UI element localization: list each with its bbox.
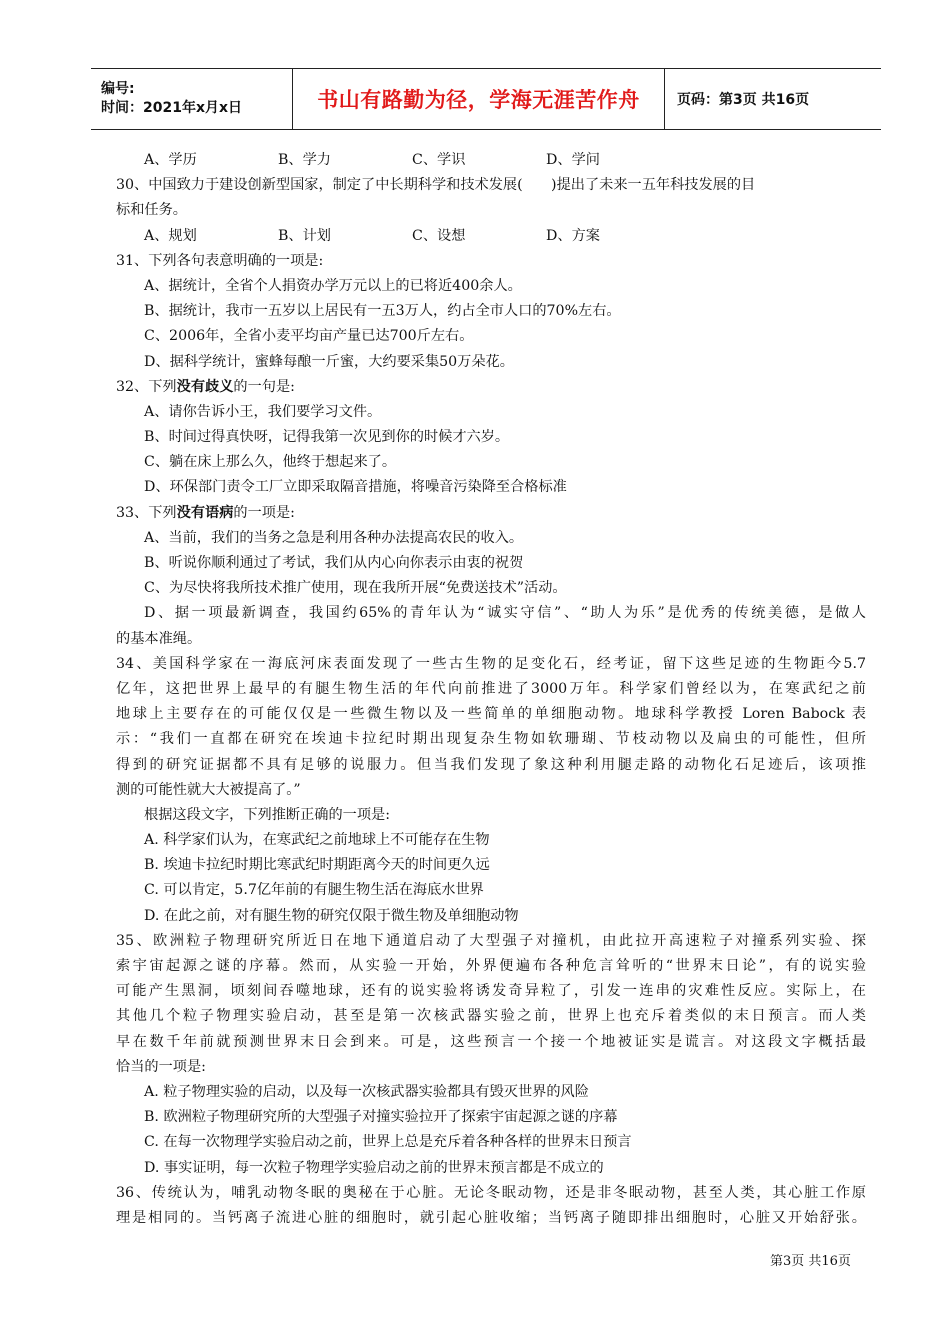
q33-option-c: C、为尽快将我所技术推广使用，现在我所开展“免费送技术”活动。 xyxy=(144,580,567,597)
q34-option-a: A. 科学家们认为，在寒武纪之前地球上不可能存在生物 xyxy=(144,832,490,849)
q34-passage-line1: 34、美国科学家在一海底河床表面发现了一些古生物的足变化石，经考证，留下这些足迹的生物距今5.7 xyxy=(116,655,866,672)
q35-option-a: A. 粒子物理实验的启动，以及每一次核武器实验都具有毁灭世界的风险 xyxy=(144,1083,589,1100)
motto: 书山有路勤为径，学海无涯苦作舟 xyxy=(317,88,640,112)
option-a: A、学历 xyxy=(144,152,197,168)
q35-passage-line1: 35、欧洲粒子物理研究所近日在地下通道启动了大型强子对撞机，由此拉开高速粒子对撞系列实验、探 xyxy=(116,932,866,949)
q31-option-b: B、据统计，我市一五岁以上居民有一五3万人，约占全市人口的70%左右。 xyxy=(144,303,621,320)
q32-stem-pre: 32、下列 xyxy=(116,378,177,395)
page-footer: 第3页 共16页 xyxy=(770,1254,851,1269)
q36-passage-line1: 36、传统认为，哺乳动物冬眠的奥秘在于心脏。无论冬眠动物，还是非冬眠动物，甚至人类，其心脏工作原 xyxy=(116,1184,866,1201)
q32-option-a: A、请你告诉小王，我们要学习文件。 xyxy=(144,403,382,420)
option-d: D、方案 xyxy=(546,227,600,244)
q32-stem-bold: 没有歧义 xyxy=(176,378,234,395)
q30-stem-line1: 30、中国致力于建设创新型国家，制定了中长期科学和技术发展( )提出了未来一五年科技发展的目 xyxy=(116,177,756,194)
q34-option-c: C. 可以肯定，5.7亿年前的有腿生物生活在海底水世界 xyxy=(144,882,484,899)
q35-option-c: C. 在每一次物理学实验启动之前，世界上总是充斥着各种各样的世界末日预言 xyxy=(144,1134,632,1151)
q33-stem-pre: 33、下列 xyxy=(116,504,177,521)
q35-passage-line4: 其他几个粒子物理实验启动，甚至是第一次核武器实验之前，世界上也充斥着类似的末日预言。而人类 xyxy=(116,1008,866,1025)
option-b: B、学力 xyxy=(278,152,331,168)
page-label: 页码：第3页 共16页 xyxy=(677,92,810,108)
q34-passage-line6: 测的可能性就大大被提高了。” xyxy=(116,781,301,798)
option-a: A、规划 xyxy=(144,227,197,244)
q30-options xyxy=(116,224,866,249)
q33-option-d-line1: D、据一项最新调查，我国约65%的青年认为“诚实守信”、“助人为乐”是优秀的传统美德，是做人 xyxy=(144,605,866,622)
q34-passage-line3: 地球上主要存在的可能仅仅是一些微生物以及一些简单的单细胞动物。地球科学教授 Loren Babock 表 xyxy=(116,706,866,723)
q32-option-d: D、环保部门责令工厂立即采取隔音措施，将噪音污染降至合格标准 xyxy=(144,479,567,496)
q36-passage-line2: 理是相同的。当钙离子流进心脏的细胞时，就引起心脏收缩；当钙离子随即排出细胞时，心脏又开始舒张。 xyxy=(116,1209,866,1226)
time-label: 时间：2021年x月x日 xyxy=(101,100,243,116)
q33-option-b: B、听说你顺利通过了考试，我们从内心向你表示由衷的祝贺 xyxy=(144,555,524,571)
q33-stem-bold: 没有语病 xyxy=(176,504,234,521)
q34-passage-line5: 得到的研究证据都不具有足够的说服力。但当我们发现了象这种利用腿走路的动物化石足迹后，该项推 xyxy=(116,756,866,773)
q35-passage-line5: 早在数千年前就预测世界末日会到来。可是，这些预言一个接一个地被证实是谎言。对这段文字概括最 xyxy=(116,1033,866,1050)
q32-option-c: C、躺在床上那么久，他终于想起来了。 xyxy=(144,454,397,471)
q32-stem-post: 的一句是: xyxy=(233,378,295,395)
q33-stem-post: 的一项是: xyxy=(233,504,295,521)
q33-option-d-line2: 的基本准绳。 xyxy=(116,630,202,647)
q29-options xyxy=(116,148,866,173)
number-label: 编号: xyxy=(101,81,135,97)
q35-option-b: B. 欧洲粒子物理研究所的大型强子对撞实验拉开了探索宇宙起源之谜的序幕 xyxy=(144,1109,618,1126)
q32-option-b: B、时间过得真快呀，记得我第一次见到你的时候才六岁。 xyxy=(144,429,510,446)
q34-option-d: D. 在此之前，对有腿生物的研究仅限于微生物及单细胞动物 xyxy=(144,907,519,924)
document-body xyxy=(116,148,866,1231)
q34-prompt: 根据这段文字，下列推断正确的一项是: xyxy=(144,806,390,823)
header-page-cell xyxy=(665,69,881,129)
q31-option-d: D、据科学统计，蜜蜂每酿一斤蜜，大约要采集50万朵花。 xyxy=(144,353,514,370)
header-left-cell xyxy=(91,69,293,129)
q33-option-a: A、当前，我们的当务之急是利用各种办法提高农民的收入。 xyxy=(144,529,524,546)
q33-stem xyxy=(116,501,866,526)
q32-stem xyxy=(116,375,866,400)
q34-passage-line4: 示：“我们一直都在研究在埃迪卡拉纪时期出现复杂生物如软珊瑚、节枝动物以及扁虫的可能性，但所 xyxy=(116,731,866,748)
q35-option-d: D. 事实证明，每一次粒子物理学实验启动之前的世界末预言都是不成立的 xyxy=(144,1159,604,1176)
q35-passage-line6: 恰当的一项是: xyxy=(116,1058,206,1075)
q35-passage-line3: 可能产生黑洞，顷刻间吞噬地球，还有的说实验将诱发奇异粒了，引发一连串的灾难性反应。实际上，在 xyxy=(116,983,866,1000)
option-d: D、学问 xyxy=(546,152,600,168)
header-motto-cell xyxy=(293,69,665,129)
q35-passage-line2: 索宇宙起源之谜的序幕。然而，从实验一开始，外界便遍布各种危言耸听的“世界末日论”，有的说实验 xyxy=(116,958,866,974)
page-header xyxy=(91,68,881,130)
option-c: C、学识 xyxy=(412,152,466,168)
option-b: B、计划 xyxy=(278,227,331,244)
q31-option-c: C、2006年，全省小麦平均亩产量已达700斤左右。 xyxy=(144,328,474,345)
option-c: C、设想 xyxy=(412,227,466,244)
q31-option-a: A、据统计，全省个人捐资办学万元以上的已将近400余人。 xyxy=(144,277,522,294)
q34-passage-line2: 亿年，这把世界上最早的有腿生物生活的年代向前推进了3000万年。科学家们曾经以为，在寒武纪之前 xyxy=(116,680,866,697)
q30-stem-line2: 标和任务。 xyxy=(116,202,187,219)
q34-option-b: B. 埃迪卡拉纪时期比寒武纪时期距离今天的时间更久远 xyxy=(144,857,490,874)
q31-stem: 31、下列各句表意明确的一项是: xyxy=(116,252,324,269)
